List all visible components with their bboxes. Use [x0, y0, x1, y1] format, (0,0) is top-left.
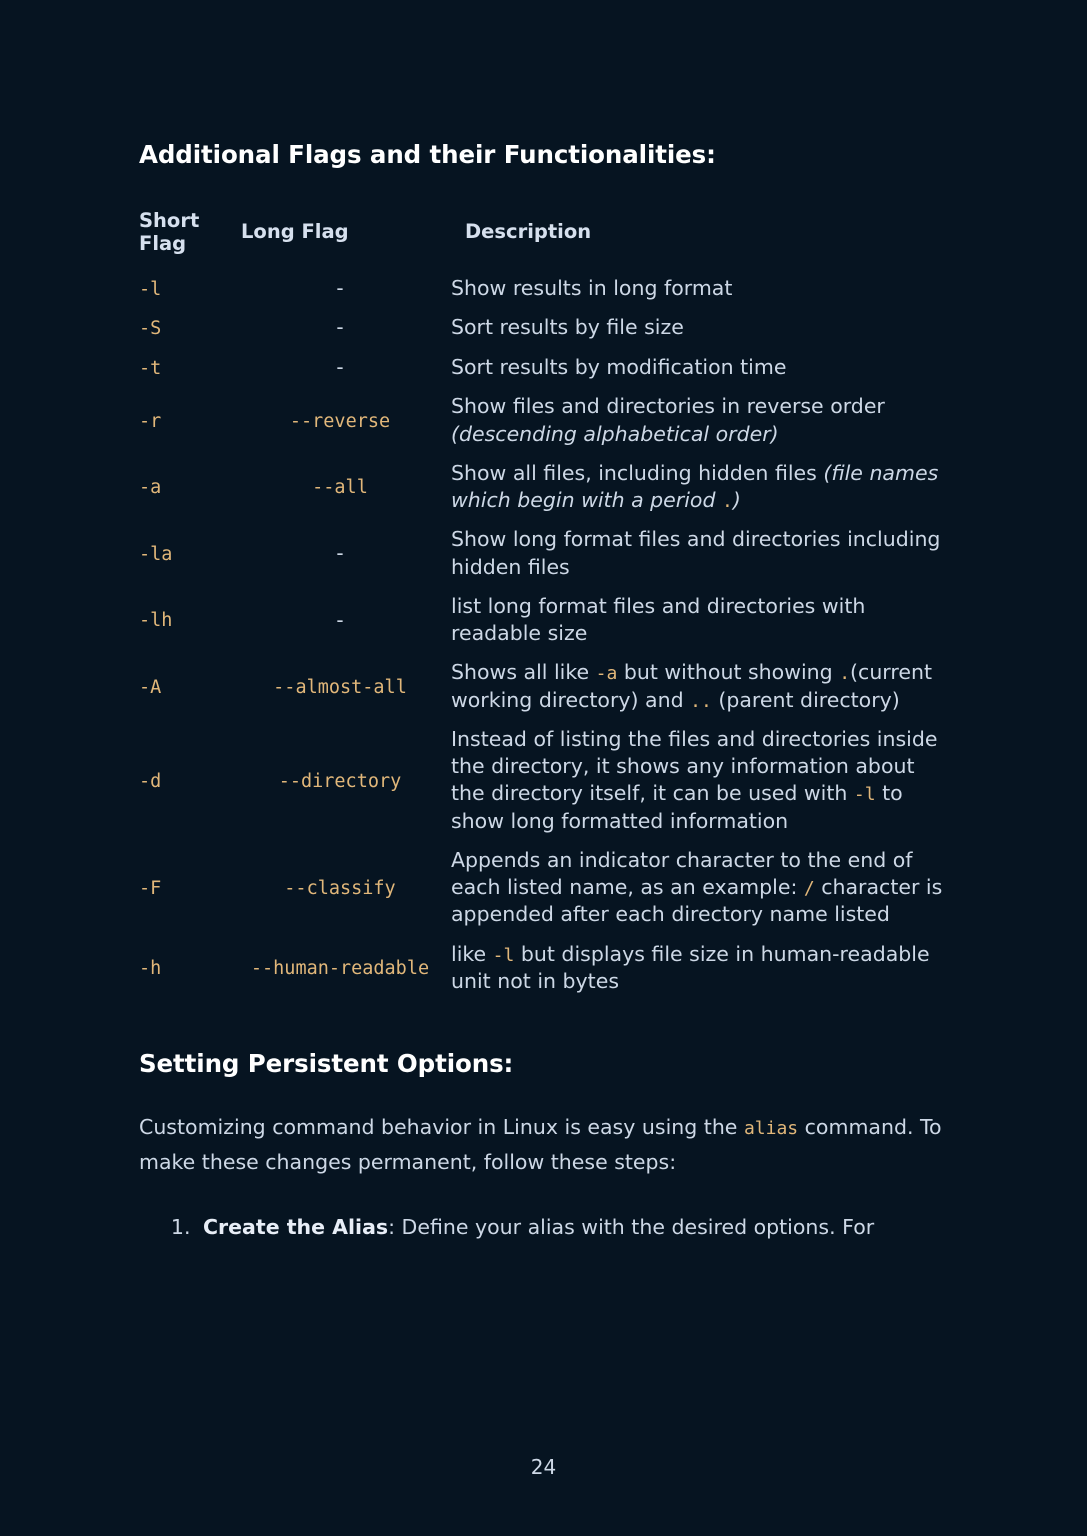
page-title: Additional Flags and their Functionalities: [139, 140, 716, 169]
flags-table-header [139, 209, 947, 269]
section-spacer [139, 1001, 949, 1049]
heading-spacer [139, 1080, 949, 1110]
cell-short-flag [139, 935, 229, 1002]
flags-table [139, 209, 947, 1002]
page-number: 24 [530, 1455, 557, 1479]
long-flag-placeholder: - [336, 541, 344, 566]
inline-code: / [803, 878, 815, 900]
table-row [139, 348, 947, 388]
cell-short-flag [139, 653, 229, 720]
short-flag-code: -h [139, 958, 162, 980]
table-row [139, 269, 947, 309]
italic-text: (file names which begin with a period [451, 460, 939, 513]
table-row [139, 653, 947, 720]
cell-description [451, 935, 947, 1002]
cell-long-flag [229, 454, 451, 521]
long-flag-code: --classify [284, 877, 396, 899]
table-row [139, 841, 947, 935]
cell-long-flag [229, 653, 451, 720]
long-flag-placeholder: - [336, 275, 344, 300]
cell-description [451, 387, 947, 454]
text-run: character is appended after each directory name listed [451, 875, 943, 927]
table-row [139, 935, 947, 1002]
cell-long-flag [229, 308, 451, 348]
cell-long-flag [229, 348, 451, 388]
persistent-options-heading: Setting Persistent Options: [139, 1049, 514, 1079]
cell-description [451, 587, 947, 654]
short-flag-code: -l [139, 278, 162, 300]
inline-code: . [721, 491, 733, 513]
long-flag-code: --all [312, 477, 368, 499]
cell-short-flag [139, 454, 229, 521]
cell-short-flag [139, 308, 229, 348]
cell-short-flag [139, 520, 229, 587]
cell-short-flag [139, 269, 229, 309]
cell-long-flag [229, 720, 451, 841]
text-run: to show long formatted information [451, 781, 903, 833]
text-run: Show long format files and directories including hidden files [451, 527, 941, 579]
list-item [197, 1210, 949, 1245]
column-header-description: Description [465, 220, 592, 244]
text-run: Sort results by file size [451, 315, 684, 340]
long-flag-code: --almost-all [273, 676, 407, 698]
cell-description [451, 348, 947, 388]
inline-code: -l [492, 944, 515, 966]
long-flag-placeholder: - [336, 354, 344, 379]
table-row [139, 587, 947, 654]
short-flag-code: -S [139, 318, 162, 340]
long-flag-placeholder: - [336, 315, 344, 340]
cell-description [451, 308, 947, 348]
table-header-row [139, 209, 947, 269]
italic-text: ) [732, 488, 741, 513]
table-row [139, 454, 947, 521]
table-row [139, 308, 947, 348]
long-flag-code: --directory [278, 770, 402, 792]
text-run: like [451, 941, 493, 966]
long-flag-code: --reverse [289, 410, 391, 432]
cell-long-flag [229, 269, 451, 309]
short-flag-code: -la [139, 543, 173, 565]
text-run: Customizing command behavior in Linux is easy using the [139, 1114, 744, 1139]
inline-code: . [839, 663, 851, 685]
step-text: : Define your alias with the desired options. For [388, 1215, 875, 1240]
text-run: Appends an indicator character to the end of each listed name, as an example: [451, 847, 913, 900]
text-run: Instead of listing the files and directories inside the directory, it shows any information about the directory itself, it can be used with [451, 726, 938, 806]
short-flag-code: -F [139, 877, 162, 899]
page-content [139, 140, 949, 1245]
cell-short-flag [139, 348, 229, 388]
text-run: (parent directory) [711, 687, 900, 712]
step-title: Create the Alias [203, 1215, 389, 1240]
cell-description [451, 720, 947, 841]
cell-long-flag [229, 387, 451, 454]
inline-code: -a [595, 663, 618, 685]
table-row [139, 520, 947, 587]
column-header-long-flag: Long Flag [241, 220, 349, 244]
long-flag-placeholder: - [336, 607, 344, 632]
long-flag-code: --human-readable [250, 958, 430, 980]
cell-long-flag [229, 520, 451, 587]
cell-short-flag [139, 587, 229, 654]
cell-description [451, 653, 947, 720]
flags-table-body [139, 269, 947, 1002]
paragraph-spacer [139, 1180, 949, 1210]
cell-short-flag [139, 387, 229, 454]
cell-description [451, 269, 947, 309]
table-row [139, 387, 947, 454]
text-run: Show results in long format [451, 275, 733, 300]
inline-code: -l [853, 784, 876, 806]
cell-long-flag [229, 935, 451, 1002]
cell-short-flag [139, 720, 229, 841]
cell-description [451, 520, 947, 587]
cell-description [451, 454, 947, 521]
cell-description [451, 841, 947, 935]
persistent-paragraph [139, 1110, 949, 1181]
text-run: Shows all like [451, 660, 596, 685]
inline-code: .. [690, 690, 712, 712]
short-flag-code: -a [139, 477, 162, 499]
short-flag-code: -r [139, 410, 162, 432]
italic-text: (descending alphabetical order) [451, 421, 779, 446]
short-flag-code: -lh [139, 610, 173, 632]
table-row [139, 720, 947, 841]
column-header-short-flag: Short Flag [139, 208, 200, 255]
cell-short-flag [139, 841, 229, 935]
short-flag-code: -d [139, 770, 162, 792]
steps-list [139, 1210, 949, 1245]
text-run: Show files and directories in reverse order [451, 394, 885, 419]
text-run: but displays file size in human-readable unit not in bytes [451, 941, 930, 993]
text-run: Sort results by modification time [451, 354, 787, 379]
cell-long-flag [229, 841, 451, 935]
short-flag-code: -A [139, 676, 162, 698]
text-run: list long format files and directories with readable size [451, 593, 866, 646]
text-run: but without showing [617, 660, 840, 685]
text-run: Show all files, including hidden files [451, 460, 824, 485]
text-run: (current working directory) and [451, 660, 932, 712]
inline-code: alias [743, 1117, 799, 1139]
cell-long-flag [229, 587, 451, 654]
text-run: command. To make these changes permanent, follow these steps: [139, 1114, 942, 1175]
short-flag-code: -t [139, 357, 162, 379]
